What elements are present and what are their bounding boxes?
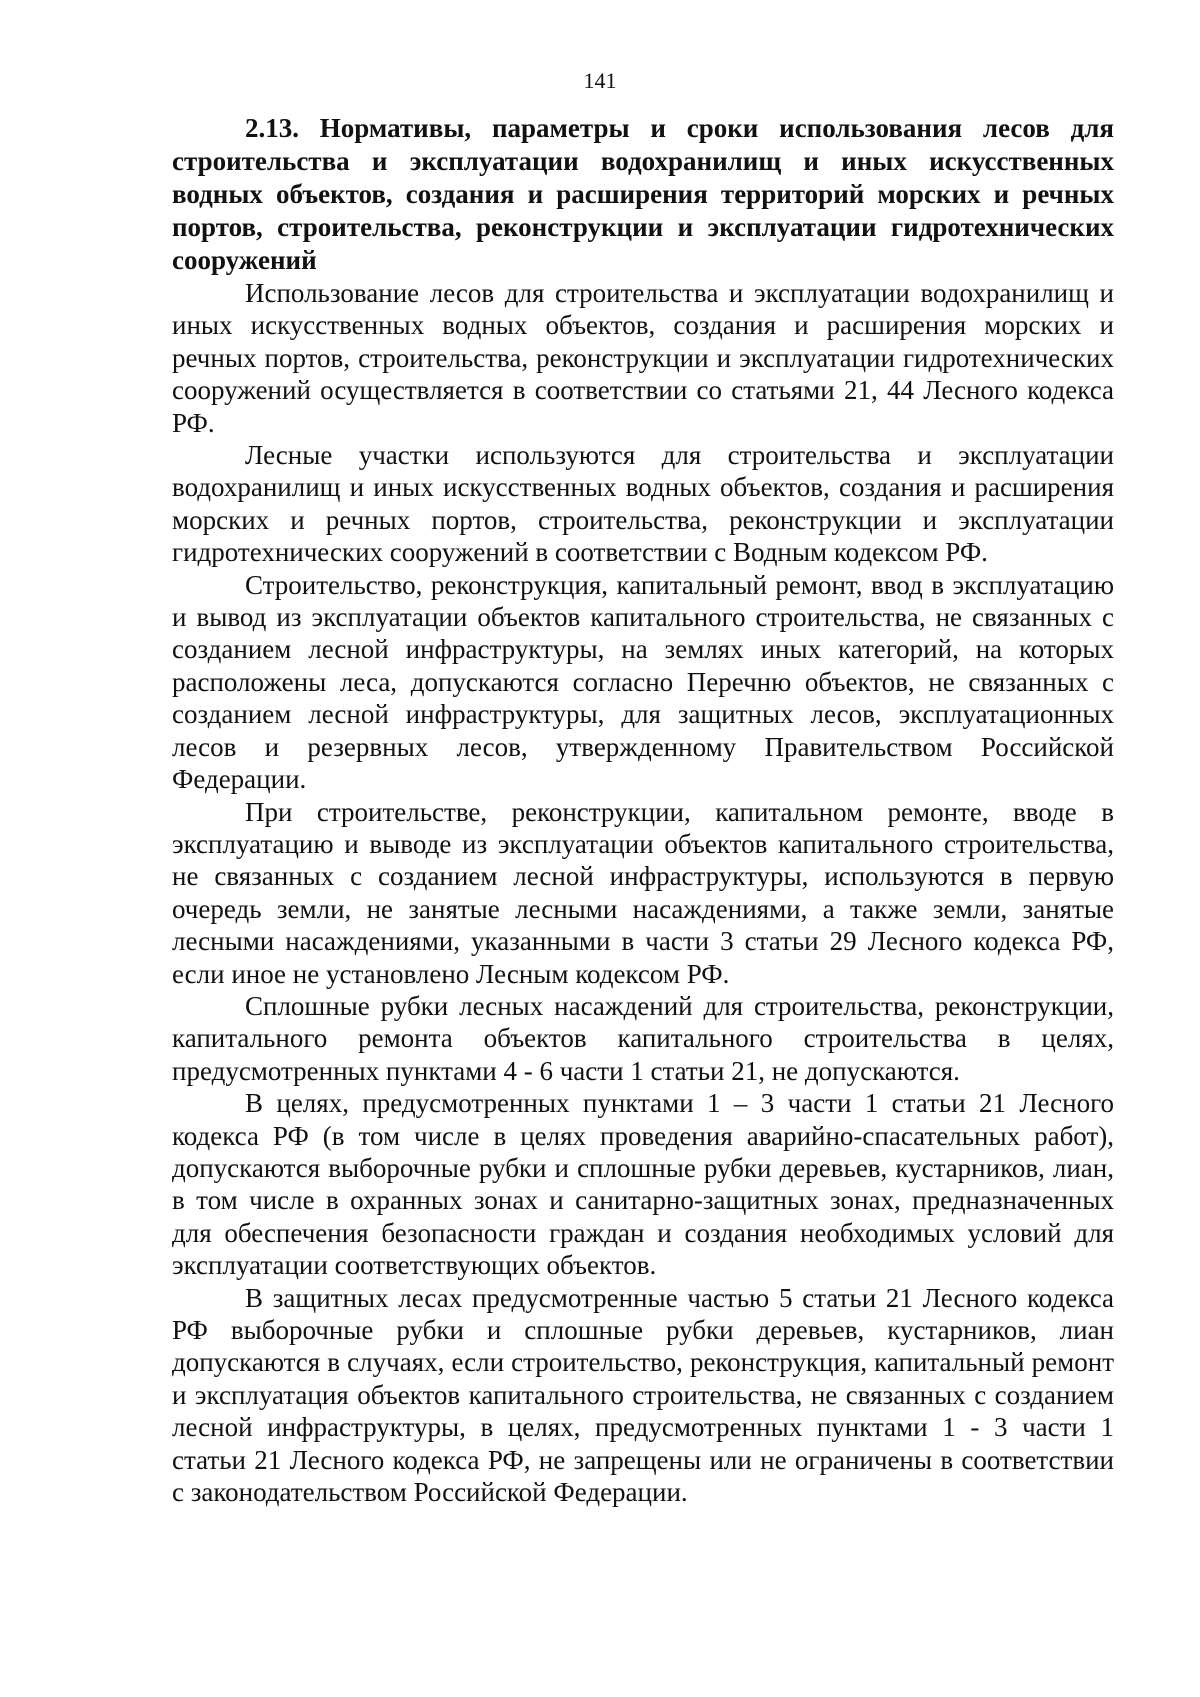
paragraph-6: В целях, предусмотренных пунктами 1 – 3 части 1 статьи 21 Лесного кодекса РФ (в том числе в целях проведения аварийно-спасательных работ), допускаются выборочные рубки и сплошные рубки деревьев, кустарников, лиан, в том числе в охранных зонах и санитарно-защитных зонах, предназначенных для обеспечения безопасности граждан и создания необходимых условий для эксплуатации соответствующих объектов. <box>172 1088 1114 1281</box>
paragraph-5: Сплошные рубки лесных насаждений для строительства, реконструкции, капитального ремонта объектов капитального строительства в целях, предусмотренных пунктами 4 - 6 части 1 статьи 21, не допускаются. <box>172 990 1114 1086</box>
paragraph-2: Лесные участки используются для строительства и эксплуатации водохранилищ и иных искусственных водных объектов, создания и расширения морских и речных портов, строительства, реконструкции и эксплуатации гидротехнических сооружений в соответствии с Водным кодексом РФ. <box>172 440 1114 568</box>
paragraph-3: Строительство, реконструкция, капитальный ремонт, ввод в эксплуатацию и вывод из эксплуатации объектов капитального строительства, не связанных с созданием лесной инфраструктуры, на землях иных категорий, на которых расположены леса, допускаются согласно Перечню объектов, не связанных с созданием лесной инфраструктуры, для защитных лесов, эксплуатационных лесов и резервных лесов, утвержденному Правительством Российской Федерации. <box>172 569 1114 795</box>
page-number: 141 <box>583 68 617 93</box>
paragraph-7: В защитных лесах предусмотренные частью 5 статьи 21 Лесного кодекса РФ выборочные рубки и сплошные рубки деревьев, кустарников, лиан допускаются в случаях, если строительство, реконструкция, капитальный ремонт и эксплуатация объектов капитального строительства, не связанных с созданием лесной инфраструктуры, в целях, предусмотренных пунктами 1 - 3 части 1 статьи 21 Лесного кодекса РФ, не запрещены или не ограничены в соответствии с законодательством Российской Федерации. <box>172 1282 1114 1508</box>
paragraph-1: Использование лесов для строительства и эксплуатации водохранилищ и иных искусственных водных объектов, создания и расширения морских и речных портов, строительства, реконструкции и эксплуатации гидротехнических сооружений осуществляется в соответствии со статьями 21, 44 Лесного кодекса РФ. <box>172 278 1114 438</box>
section-heading: 2.13. Нормативы, параметры и сроки использования лесов для строительства и эксплуатации водохранилищ и иных искусственных водных объектов, создания и расширения территорий морских и речных портов, строительства, реконструкции и эксплуатации гидротехнических сооружений <box>172 113 1114 275</box>
paragraph-4: При строительстве, реконструкции, капитальном ремонте, вводе в эксплуатацию и выводе из эксплуатации объектов капитального строительства, не связанных с созданием лесной инфраструктуры, используются в первую очередь земли, не занятые лесными насаждениями, а также земли, занятые лесными насаждениями, указанными в части 3 статьи 29 Лесного кодекса РФ, если иное не установлено Лесным кодексом РФ. <box>172 796 1114 989</box>
document-body <box>172 112 1114 1508</box>
